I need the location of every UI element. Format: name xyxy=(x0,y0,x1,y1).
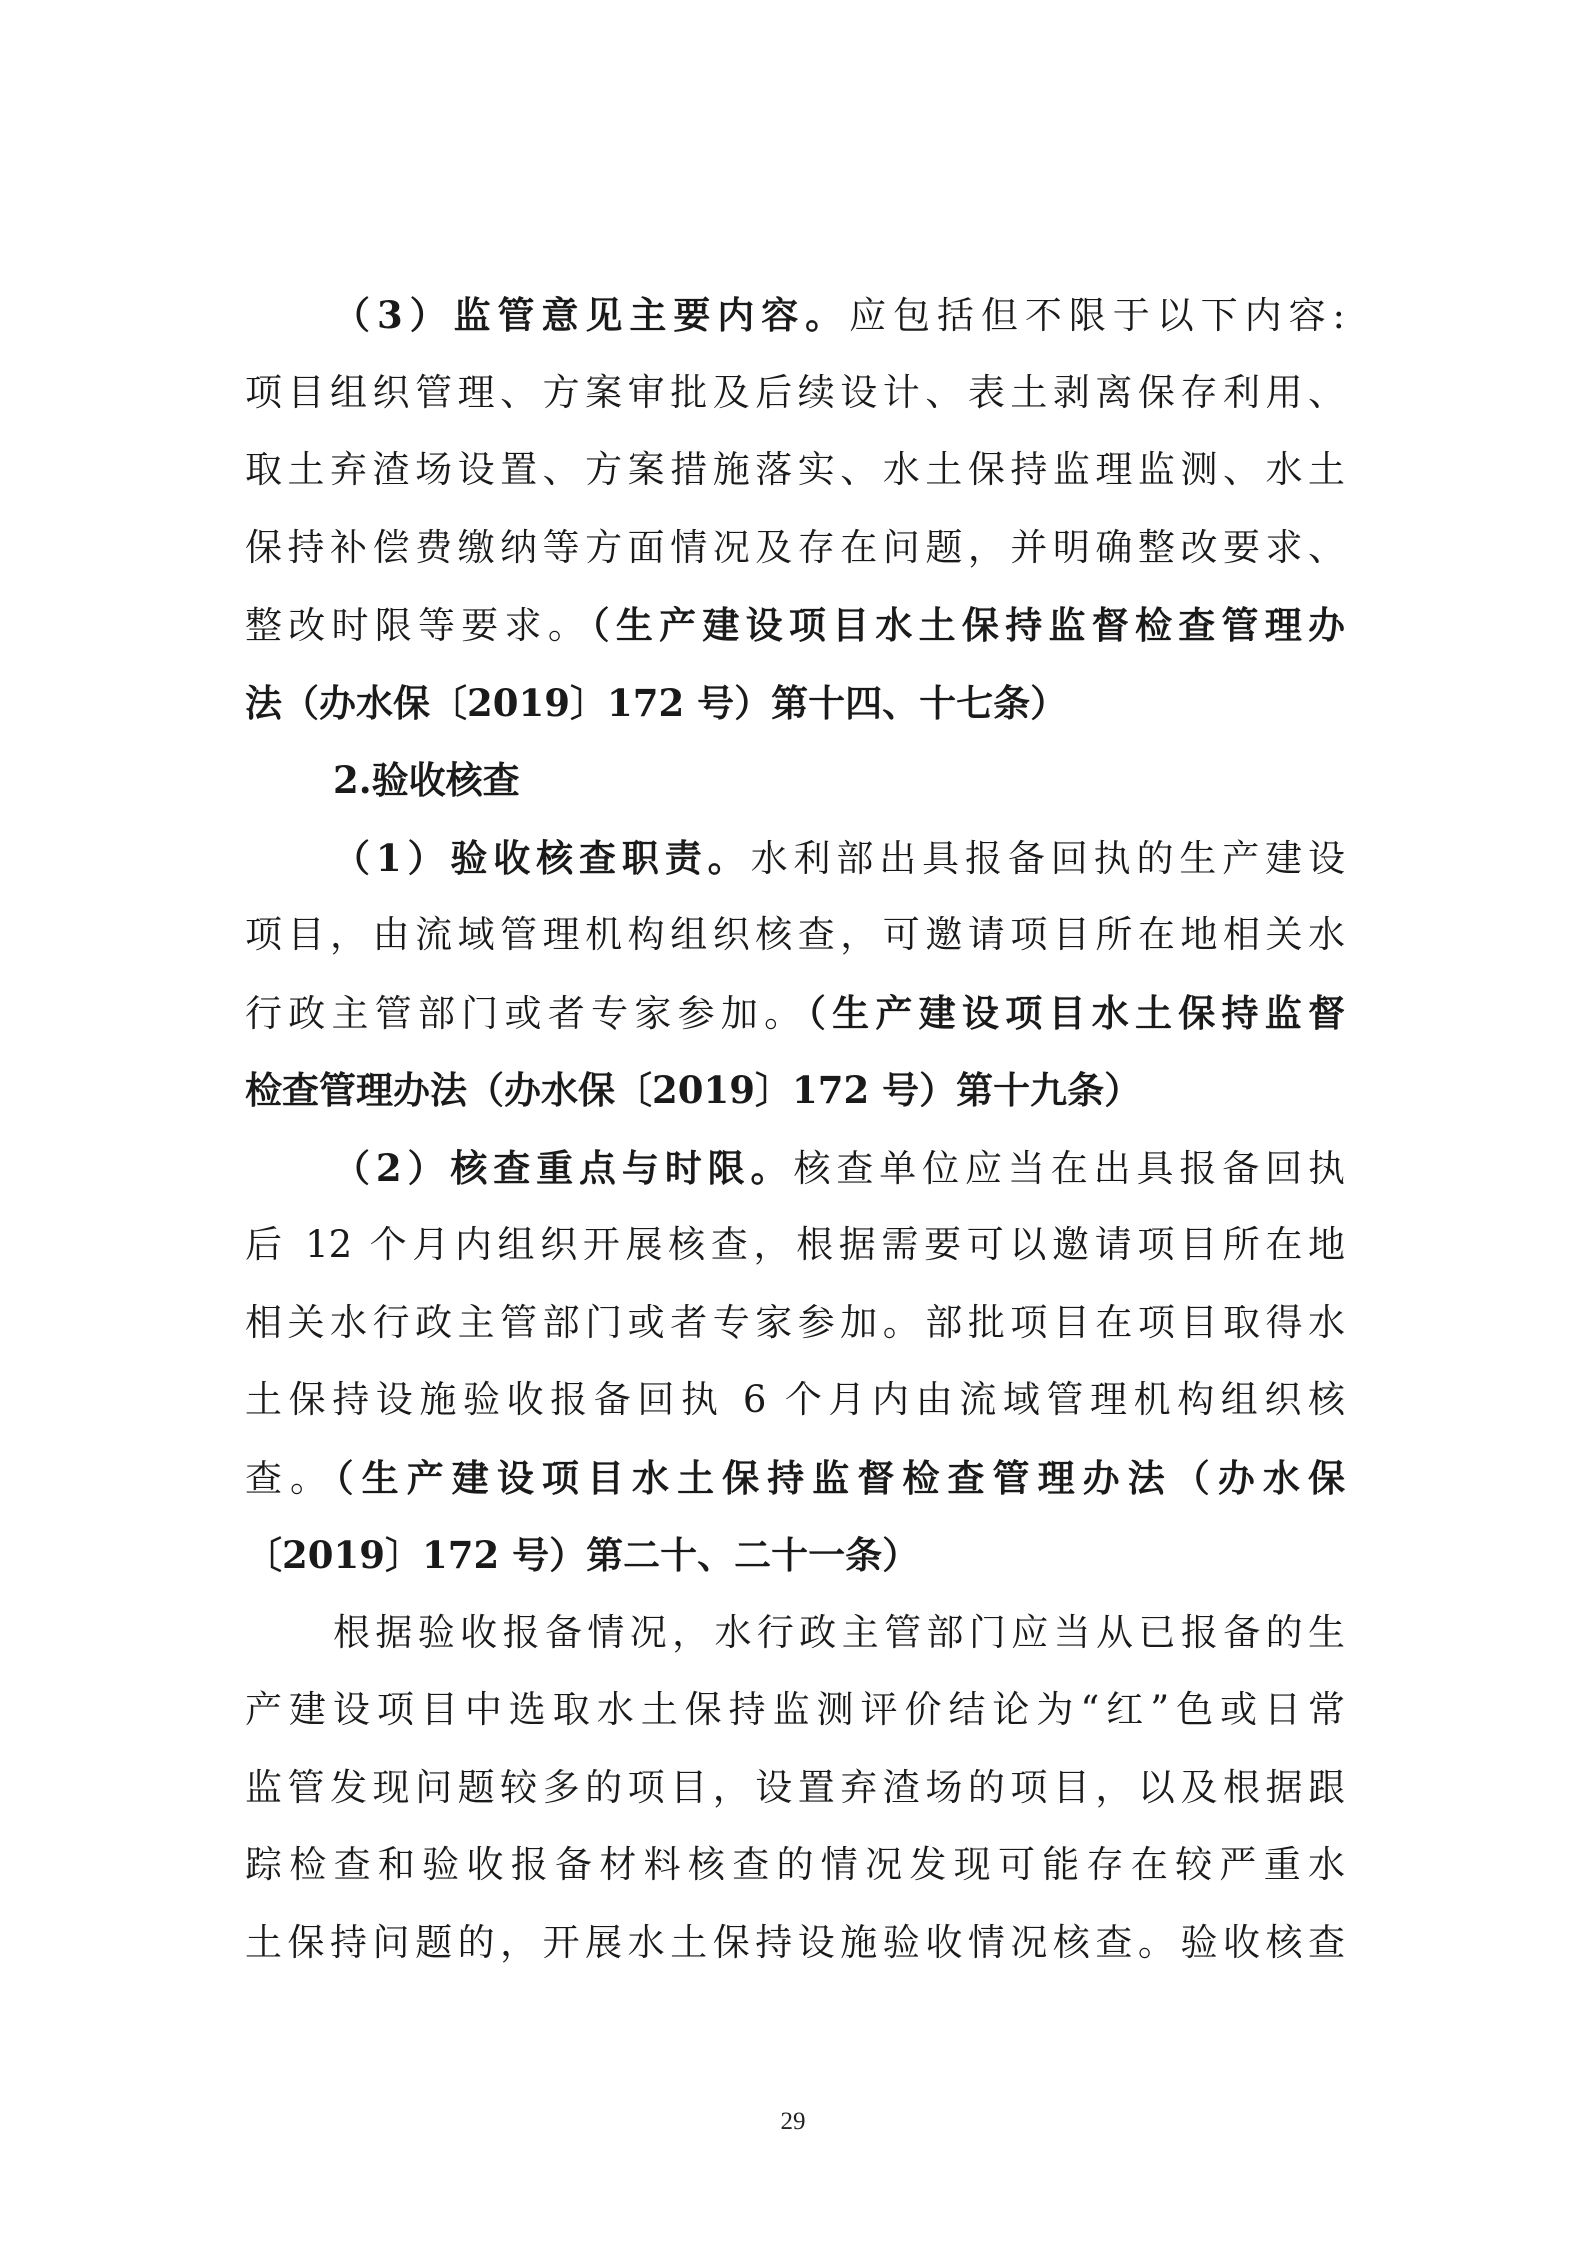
text-line xyxy=(245,673,1345,733)
bold-text: （1）验收核查职责。 xyxy=(333,835,751,880)
bold-text: （2）核查重点与时限。 xyxy=(333,1145,794,1190)
body-text: 应包括但不限于以下内容: xyxy=(849,294,1345,337)
body-text: 核查单位应当在出具报备回执 xyxy=(793,1146,1346,1190)
bold-text: （3）监管意见主要内容。 xyxy=(333,293,850,337)
text-line xyxy=(245,1758,1345,1818)
body-text: 土保持问题的，开展水土保持设施验收情况核查。验收核查 xyxy=(245,1920,1345,1964)
bold-text: 2.验收核查 xyxy=(333,758,520,802)
text-line xyxy=(333,1603,1345,1663)
body-text: 取土弃渣场设置、方案措施落实、水土保持监理监测、水土 xyxy=(245,448,1345,491)
text-line xyxy=(245,1448,1345,1508)
text-line xyxy=(245,363,1345,423)
text-line xyxy=(333,750,1345,810)
text-line xyxy=(245,1060,1345,1120)
body-text: 土保持设施验收报备回执 6 个月内由流域管理机构组织核 xyxy=(245,1378,1345,1421)
text-line xyxy=(333,1138,1345,1198)
body-text: 产建设项目中选取水土保持监测评价结论为“红”色或日常 xyxy=(245,1688,1345,1731)
body-text: 整改时限等要求。 xyxy=(245,604,592,647)
body-text: 行政主管部门或者专家参加。 xyxy=(245,991,808,1035)
text-line xyxy=(245,1293,1345,1353)
text-line xyxy=(333,285,1345,345)
body-text: 监管发现问题较多的项目，设置弃渣场的项目，以及根据跟 xyxy=(245,1765,1345,1809)
bold-text: 法（办水保〔2019〕172 号）第十四、十七条） xyxy=(245,680,1068,725)
page-number: 29 xyxy=(780,2108,806,2135)
body-text: 后 12 个月内组织开展核查，根据需要可以邀请项目所在地 xyxy=(245,1223,1345,1266)
text-line xyxy=(333,828,1345,888)
body-text: 项目，由流域管理机构组织核查，可邀请项目所在地相关水 xyxy=(245,913,1345,956)
text-line xyxy=(245,1680,1345,1740)
body-text: 保持补偿费缴纳等方面情况及存在问题，并明确整改要求、 xyxy=(245,525,1345,569)
body-text: 项目组织管理、方案审批及后续设计、表土剥离保存利用、 xyxy=(245,370,1345,414)
body-text: 查。 xyxy=(245,1456,336,1500)
text-line xyxy=(245,440,1345,500)
text-line xyxy=(245,1913,1345,1973)
text-line xyxy=(245,518,1345,578)
bold-text: （生产建设项目水土保持监督 xyxy=(807,990,1346,1035)
text-line xyxy=(245,983,1345,1043)
body-text: 相关水行政主管部门或者专家参加。部批项目在项目取得水 xyxy=(245,1300,1345,1344)
text-line xyxy=(245,595,1345,655)
text-line xyxy=(245,1835,1345,1895)
text-line xyxy=(245,1370,1345,1430)
text-line xyxy=(245,1525,1345,1585)
bold-text: （生产建设项目水土保持监督检查管理办 xyxy=(591,603,1346,647)
bold-text: 检查管理办法（办水保〔2019〕172 号）第十九条） xyxy=(245,1068,1142,1112)
text-line xyxy=(245,1215,1345,1275)
bold-text: （生产建设项目水土保持监督检查管理办法（办水保 xyxy=(335,1455,1345,1500)
body-text: 水利部出具报备回执的生产建设 xyxy=(750,836,1346,880)
body-text: 踪检查和验收报备材料核查的情况发现可能存在较严重水 xyxy=(245,1843,1345,1886)
bold-text: 〔2019〕172 号）第二十、二十一条） xyxy=(245,1533,920,1577)
text-line xyxy=(245,905,1345,965)
body-text: 根据验收报备情况，水行政主管部门应当从已报备的生 xyxy=(333,1610,1345,1654)
